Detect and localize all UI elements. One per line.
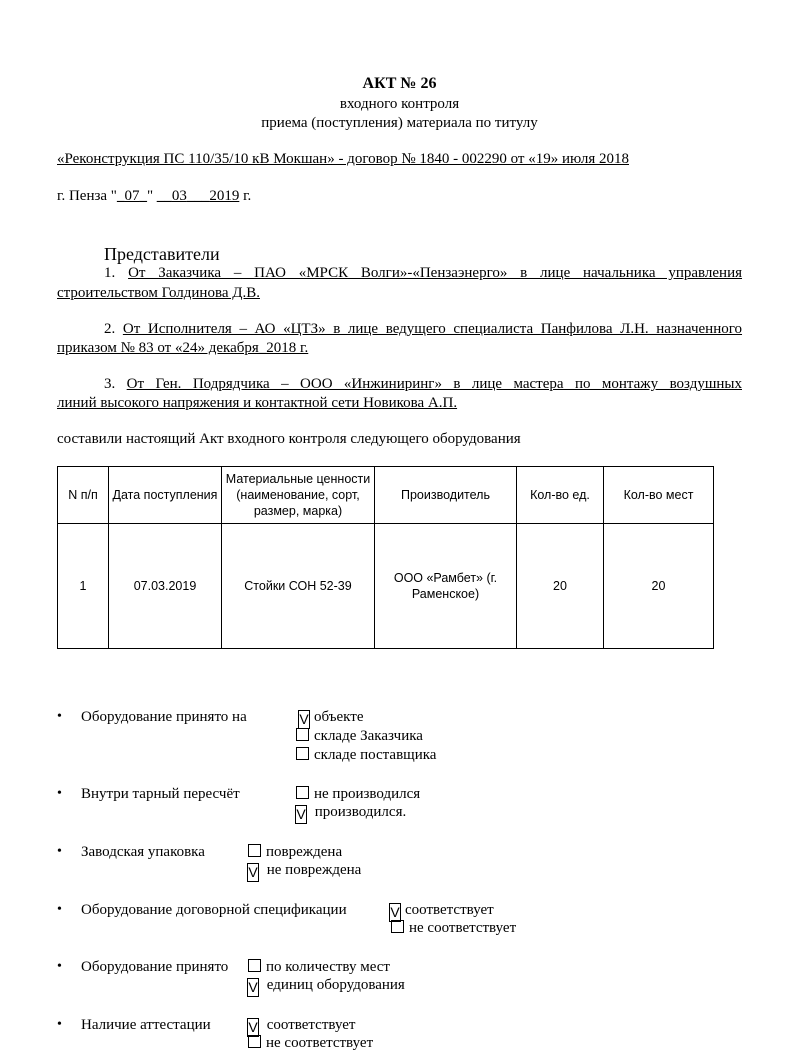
checkbox-icon[interactable] bbox=[248, 844, 261, 857]
option-spec-complies[interactable]: V соответствует bbox=[390, 902, 494, 920]
option-object[interactable]: V объекте bbox=[299, 709, 364, 727]
cell-num: 1 bbox=[58, 524, 109, 649]
cell-date: 07.03.2019 bbox=[109, 524, 222, 649]
cell-material: Стойки СОН 52-39 bbox=[222, 524, 375, 649]
representative-2 bbox=[57, 321, 742, 338]
checked-box-icon[interactable]: V bbox=[248, 864, 258, 880]
checkbox-icon[interactable] bbox=[248, 959, 261, 972]
check-label-packaging: Заводская упаковка bbox=[81, 844, 205, 860]
project-line: «Реконструкция ПС 110/35/10 кВ Мокшан» - договор № 1840 - 002290 от «19» июля 2018 bbox=[57, 151, 629, 167]
checkbox-icon[interactable] bbox=[296, 747, 309, 760]
option-by-units[interactable]: V единиц оборудования bbox=[248, 977, 405, 995]
header-manufacturer: Производитель bbox=[375, 467, 517, 524]
rep2-text-2: приказом № 83 от «24» декабря_2018 г. bbox=[57, 340, 309, 356]
rep3-text: От Ген. Подрядчика – ООО «Инжиниринг» в лице мастера по монтажу воздушных bbox=[126, 376, 742, 392]
checked-box-icon[interactable]: V bbox=[299, 711, 309, 727]
bullet-icon: • bbox=[57, 844, 62, 859]
option-spec-not-complies[interactable]: не соответствует bbox=[391, 920, 516, 937]
check-label-accepted-by: Оборудование принято bbox=[81, 959, 229, 975]
bullet-icon: • bbox=[57, 1017, 62, 1032]
date-month: __03___ bbox=[156, 188, 210, 204]
bullet-icon: • bbox=[57, 709, 62, 724]
checked-box-icon[interactable]: V bbox=[296, 806, 306, 822]
header-qty-places: Кол-во мест bbox=[604, 467, 714, 524]
act-subtitle-2: приема (поступления) материала по титулу bbox=[261, 115, 538, 131]
bullet-icon: • bbox=[57, 902, 62, 917]
check-label-specification: Оборудование договорной спецификации bbox=[81, 902, 347, 918]
intro-text: составили настоящий Акт входного контроля следующего оборудования bbox=[57, 431, 521, 447]
representative-3 bbox=[57, 376, 742, 393]
header-date: Дата поступления bbox=[109, 467, 222, 524]
rep2-num: 2. bbox=[104, 321, 116, 337]
option-damaged[interactable]: повреждена bbox=[248, 844, 342, 861]
checkbox-icon[interactable] bbox=[296, 786, 309, 799]
check-label-accepted-at: Оборудование принято на bbox=[81, 709, 247, 725]
option-performed[interactable]: V производился. bbox=[296, 804, 407, 822]
rep1-num: 1. bbox=[104, 265, 116, 281]
rep1-text: От Заказчика – ПАО «МРСК Волги»-«Пензаэнерго» в лице начальника управления bbox=[128, 265, 743, 281]
option-supplier-warehouse[interactable]: складе поставщика bbox=[296, 747, 436, 764]
header-qty-units: Кол-во ед. bbox=[517, 467, 604, 524]
representative-1 bbox=[57, 265, 742, 282]
check-label-certification: Наличие аттестации bbox=[81, 1017, 211, 1033]
header-num: N п/п bbox=[58, 467, 109, 524]
cell-manufacturer: ООО «Рамбет» (г. Раменское) bbox=[375, 524, 517, 649]
option-not-damaged[interactable]: V не повреждена bbox=[248, 862, 362, 880]
header-material: Материальные ценности (наименование, сорт, размер, марка) bbox=[222, 467, 375, 524]
date-line bbox=[57, 188, 251, 205]
rep2-text: От Исполнителя – АО «ЦТЗ» в лице ведущего специалиста Панфилова Л.Н. назначенного bbox=[122, 321, 743, 337]
cell-qty-places: 20 bbox=[604, 524, 714, 649]
bullet-icon: • bbox=[57, 786, 62, 801]
equipment-table bbox=[57, 466, 714, 649]
representatives-heading: Представители bbox=[104, 244, 220, 264]
quote-mark: " bbox=[146, 188, 154, 204]
rep1-text-2: строительством Голдинова Д.В. bbox=[57, 285, 260, 301]
city-label: г. Пенза " bbox=[57, 188, 117, 204]
table-header-row bbox=[58, 467, 714, 524]
date-year: 2019 bbox=[209, 188, 240, 204]
cell-qty-units: 20 bbox=[517, 524, 604, 649]
rep3-num: 3. bbox=[104, 376, 116, 392]
table-row bbox=[58, 524, 714, 649]
checkbox-icon[interactable] bbox=[296, 728, 309, 741]
bullet-icon: • bbox=[57, 959, 62, 974]
option-cert-not-complies[interactable]: не соответствует bbox=[248, 1035, 373, 1052]
check-label-recount: Внутри тарный пересчёт bbox=[81, 786, 240, 802]
checked-box-icon[interactable]: V bbox=[390, 904, 400, 920]
act-subtitle-1: входного контроля bbox=[339, 96, 460, 112]
checked-box-icon[interactable]: V bbox=[248, 979, 258, 995]
checkbox-icon[interactable] bbox=[391, 920, 404, 933]
year-suffix: г. bbox=[243, 188, 252, 204]
checked-box-icon[interactable]: V bbox=[248, 1019, 258, 1035]
option-not-performed[interactable]: не производился bbox=[296, 786, 420, 803]
act-title: АКТ № 26 bbox=[362, 75, 437, 92]
option-cert-complies[interactable]: V соответствует bbox=[248, 1017, 356, 1035]
date-day: _07_ bbox=[116, 188, 147, 204]
rep3-text-2: линий высокого напряжения и контактной сети Новикова А.П. bbox=[57, 395, 458, 411]
option-by-places[interactable]: по количеству мест bbox=[248, 959, 390, 976]
checkbox-icon[interactable] bbox=[248, 1035, 261, 1048]
option-customer-warehouse[interactable]: складе Заказчика bbox=[296, 728, 423, 745]
